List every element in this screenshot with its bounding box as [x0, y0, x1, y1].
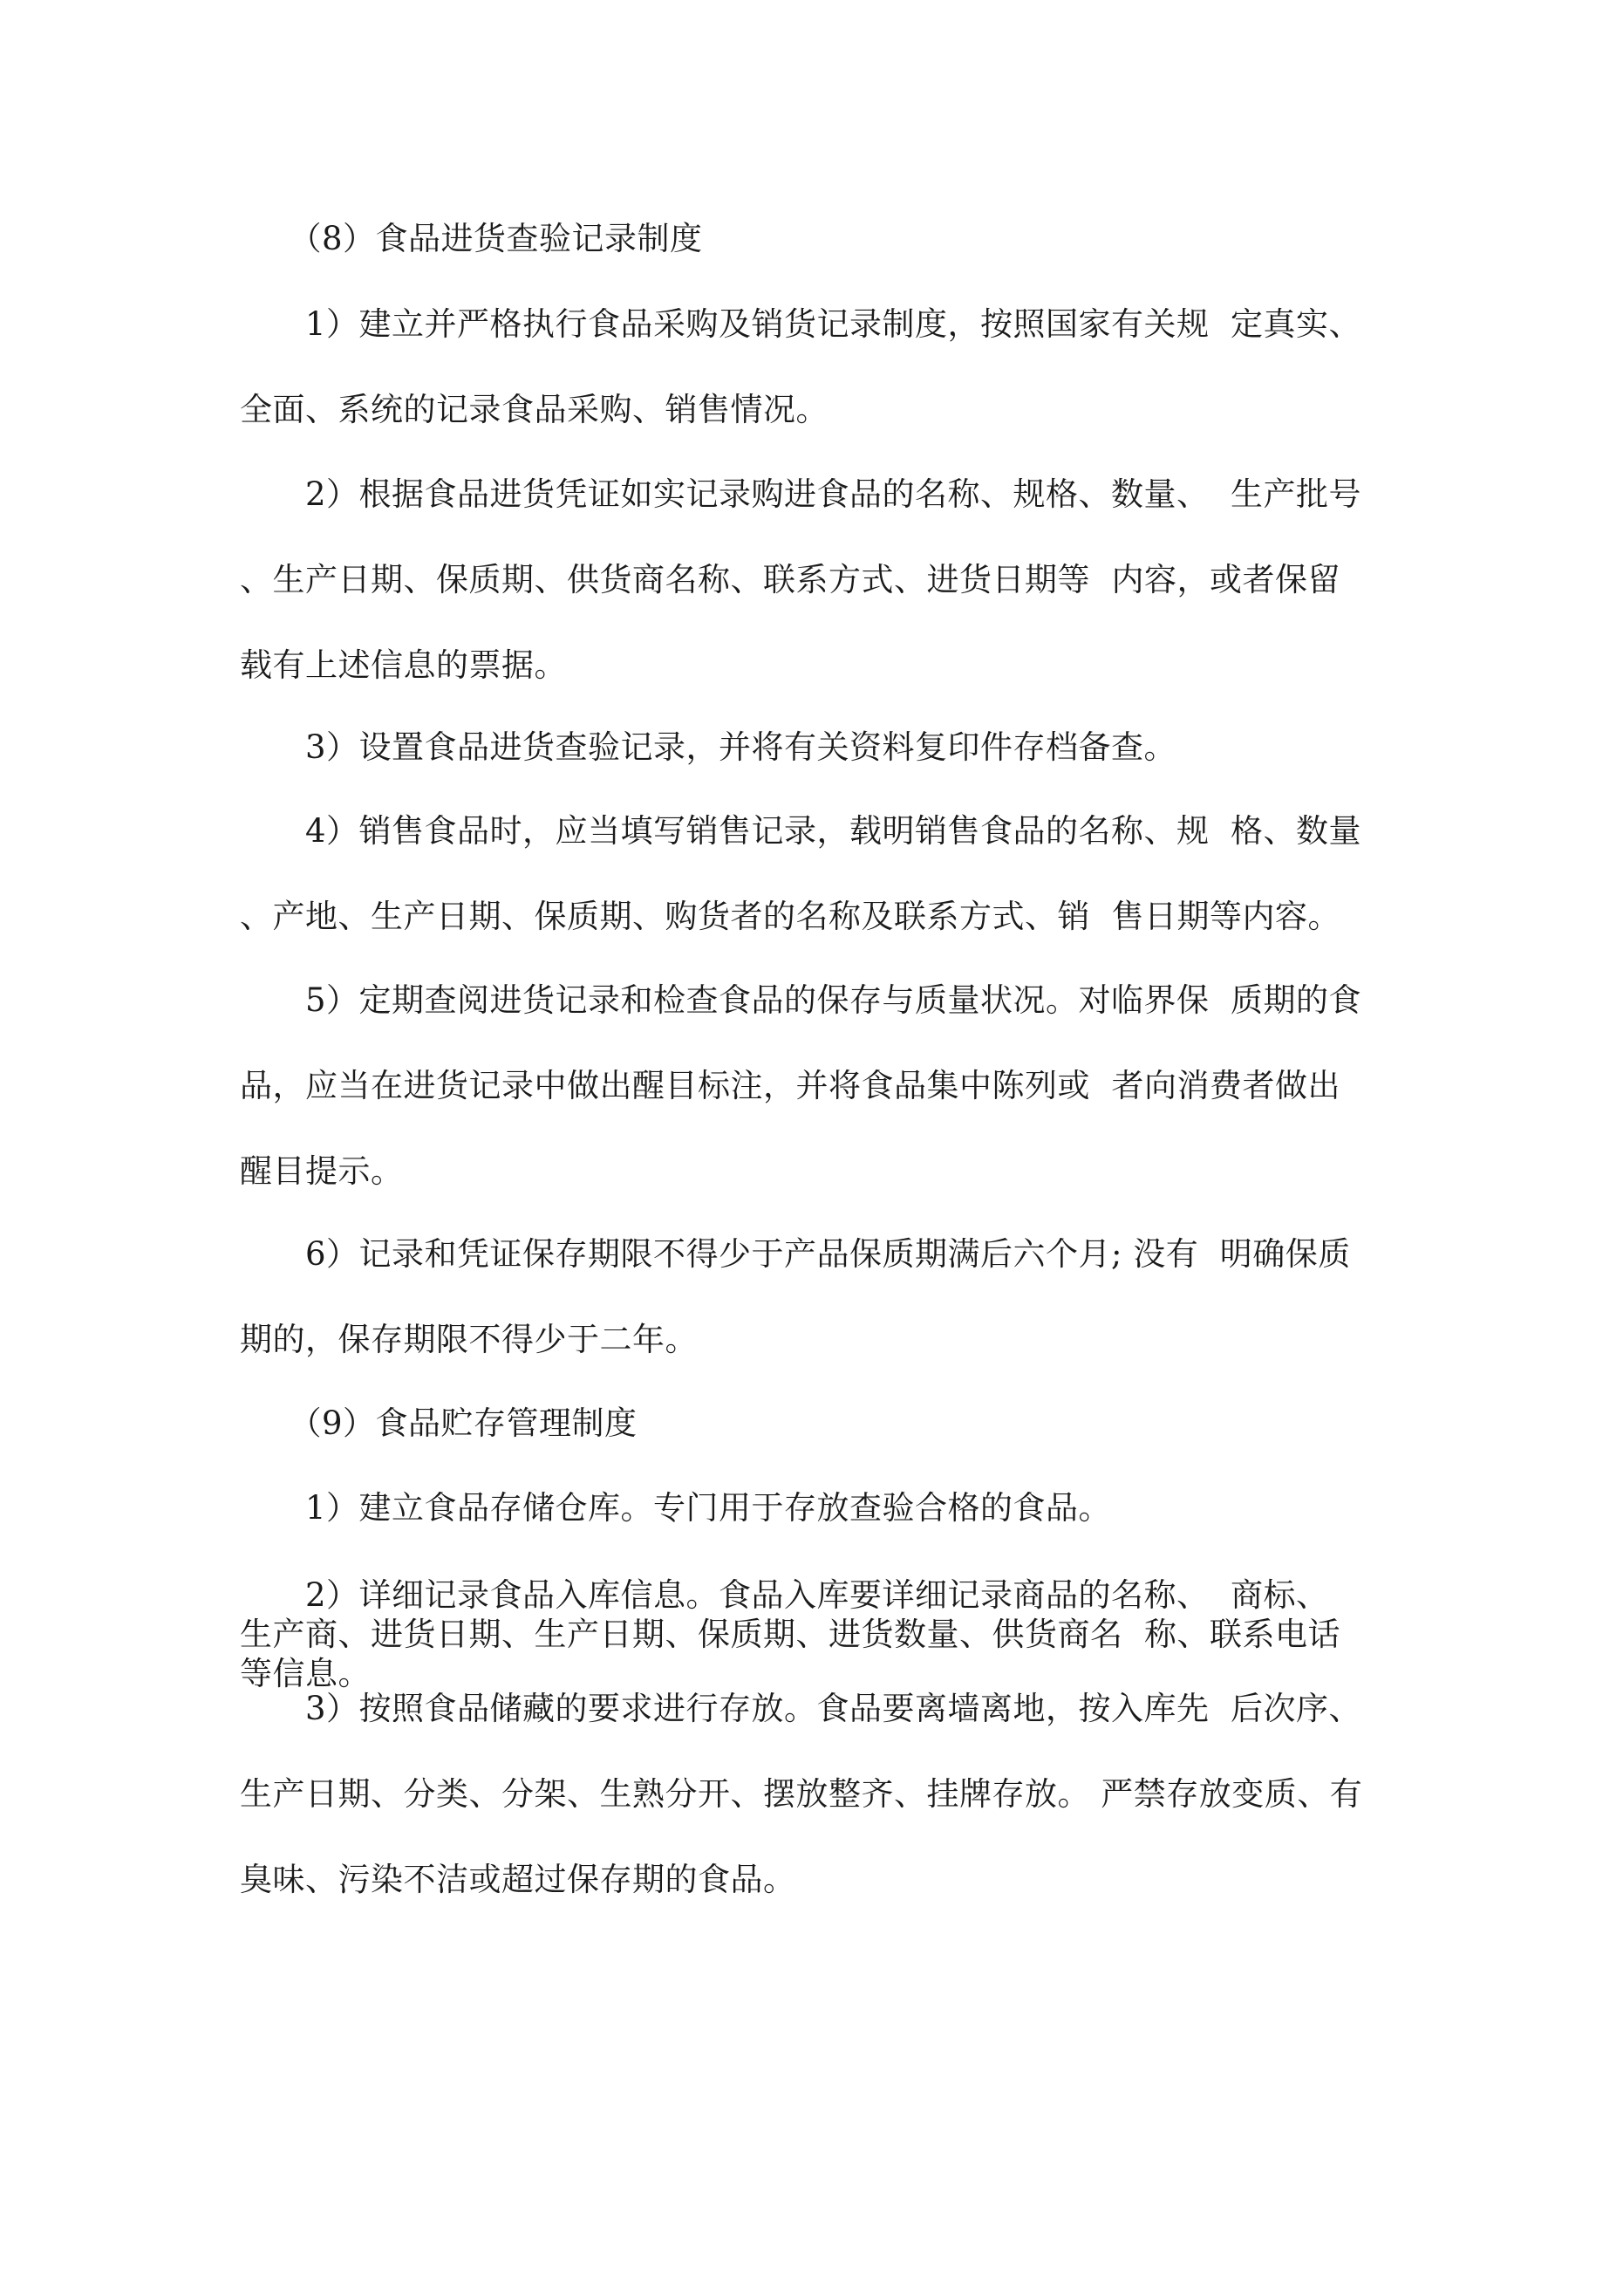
- paragraph-8-3: 3）设置食品进货查验记录，并将有关资料复印件存档备查。: [240, 728, 1177, 766]
- paragraph-8-2: 2）根据食品进货凭证如实记录购进食品的名称、规格、数量、 生产批号 、生产日期、保质期、供货商名称、联系方式、进货日期等 内容，或者保留 载有上述信息的票据。: [240, 475, 1362, 684]
- paragraph-9-3: 3）按照食品储藏的要求进行存放。食品要离墙离地，按入库先 后次序、 生产日期、分类、分架、生熟分开、摆放整齐、挂牌存放。 严禁存放变质、有 臭味、污染不洁或超过保存期的食品。: [240, 1690, 1363, 1898]
- paragraph-8-6: 6）记录和凭证保存期限不得少于产品保质期满后六个月; 没有 明确保质 期的，保存期限不得少于二年。: [240, 1235, 1351, 1358]
- section-heading-9: （9）食品贮存管理制度: [240, 1404, 638, 1442]
- paragraph-8-4: 4）销售食品时，应当填写销售记录，载明销售食品的名称、规 格、数量 、产地、生产日期、保质期、购货者的名称及联系方式、销 售日期等内容。: [240, 812, 1362, 935]
- paragraph-9-1: 1）建立食品存储仓库。专门用于存放查验合格的食品。: [240, 1489, 1112, 1527]
- paragraph-8-1: 1）建立并严格执行食品采购及销货记录制度，按照国家有关规 定真实、 全面、系统的记录食品采购、销售情况。: [240, 305, 1362, 428]
- paragraph-8-5: 5）定期查阅进货记录和检查食品的保存与质量状况。对临界保 质期的食 品，应当在进货记录中做出醒目标注，并将食品集中陈列或 者向消费者做出 醒目提示。: [240, 981, 1362, 1190]
- section-heading-8: （8）食品进货查验记录制度: [240, 220, 703, 257]
- paragraph-9-2: 2）详细记录食品入库信息。食品入库要详细记录商品的名称、 商标、 生产商、进货日期、生产日期、保质期、进货数量、供货商名 称、联系电话 等信息。: [240, 1576, 1341, 1692]
